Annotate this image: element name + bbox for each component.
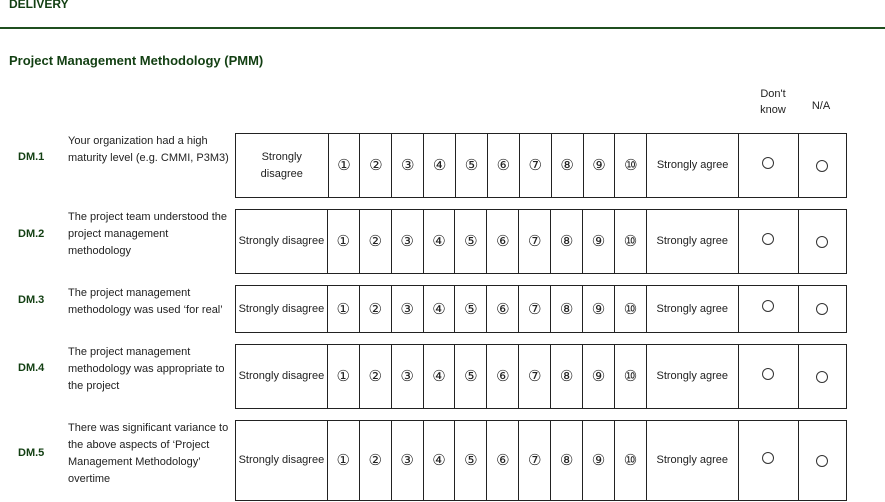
scale-option-4[interactable]: ④ xyxy=(424,134,456,197)
scale-option-5[interactable]: ⑤ xyxy=(456,134,488,197)
scale-low-label: Strongly disagree xyxy=(236,210,328,273)
scale-option-2[interactable]: ② xyxy=(360,286,392,332)
dont-know-header: Don't know xyxy=(760,88,786,116)
scale-option-5[interactable]: ⑤ xyxy=(455,210,487,273)
scale-option-1[interactable]: ① xyxy=(328,286,360,332)
scale-option-2[interactable]: ② xyxy=(360,210,392,273)
na-cell xyxy=(799,421,846,500)
dont-know-cell xyxy=(739,134,799,197)
scale-low-label: Strongly disagree xyxy=(236,345,328,408)
scale-option-4[interactable]: ④ xyxy=(424,421,456,500)
scale-low-label: Strongly disagree xyxy=(236,286,328,332)
dont-know-radio[interactable] xyxy=(762,233,774,245)
na-cell xyxy=(799,210,846,273)
question-row-dm2 xyxy=(0,209,885,274)
scale-option-8[interactable]: ⑧ xyxy=(551,345,583,408)
scale-option-8[interactable]: ⑧ xyxy=(551,421,583,500)
scale-option-1[interactable]: ① xyxy=(328,345,360,408)
scale-option-6[interactable]: ⑥ xyxy=(487,421,519,500)
section-title: DELIVERY xyxy=(9,0,69,11)
na-header: N/A xyxy=(811,100,831,112)
scale-low-label: Strongly disagree xyxy=(236,421,328,500)
scale-high-label: Strongly agree xyxy=(647,210,739,273)
scale-option-7[interactable]: ⑦ xyxy=(519,421,551,500)
scale-option-2[interactable]: ② xyxy=(360,345,392,408)
scale-option-5[interactable]: ⑤ xyxy=(455,421,487,500)
scale-option-10[interactable]: ⑩ xyxy=(615,421,647,500)
scale-high-label: Strongly agree xyxy=(647,286,739,332)
scale-option-7[interactable]: ⑦ xyxy=(519,286,551,332)
question-id: DM.3 xyxy=(18,294,45,306)
scale-option-2[interactable]: ② xyxy=(360,421,392,500)
scale-option-3[interactable]: ③ xyxy=(392,345,424,408)
scale-option-7[interactable]: ⑦ xyxy=(519,210,551,273)
scale-high-label: Strongly agree xyxy=(647,421,739,500)
scale-option-1[interactable]: ① xyxy=(329,134,361,197)
question-id: DM.5 xyxy=(18,447,45,459)
scale-option-3[interactable]: ③ xyxy=(392,210,424,273)
scale-option-5[interactable]: ⑤ xyxy=(455,286,487,332)
question-id: DM.4 xyxy=(18,362,45,374)
scale-high-label: Strongly agree xyxy=(647,345,739,408)
scale-option-10[interactable]: ⑩ xyxy=(615,134,647,197)
scale-option-6[interactable]: ⑥ xyxy=(488,134,520,197)
question-text: There was significant variance to the above aspects of ‘Project Management Methodology’ overtime xyxy=(68,422,229,485)
scale-option-8[interactable]: ⑧ xyxy=(552,134,584,197)
na-radio[interactable] xyxy=(816,455,828,467)
scale-option-5[interactable]: ⑤ xyxy=(455,345,487,408)
scale-low-label: Strongly disagree xyxy=(236,134,329,197)
dont-know-radio[interactable] xyxy=(762,157,774,169)
question-row-dm5 xyxy=(0,420,885,501)
subsection-title: Project Management Methodology (PMM) xyxy=(9,53,264,68)
scale-option-4[interactable]: ④ xyxy=(424,210,456,273)
scale-high-label: Strongly agree xyxy=(647,134,739,197)
scale-option-9[interactable]: ⑨ xyxy=(583,286,615,332)
scale-option-9[interactable]: ⑨ xyxy=(583,210,615,273)
scale-option-7[interactable]: ⑦ xyxy=(520,134,552,197)
dont-know-cell xyxy=(739,286,799,332)
scale-option-8[interactable]: ⑧ xyxy=(551,286,583,332)
question-text: The project team understood the project management methodology xyxy=(68,211,227,257)
scale-option-8[interactable]: ⑧ xyxy=(551,210,583,273)
dont-know-cell xyxy=(739,210,799,273)
rating-scale xyxy=(235,209,847,274)
scale-option-6[interactable]: ⑥ xyxy=(487,286,519,332)
rating-scale xyxy=(235,344,847,409)
na-cell xyxy=(799,134,846,197)
section-divider xyxy=(0,27,885,29)
scale-option-10[interactable]: ⑩ xyxy=(615,345,647,408)
scale-option-6[interactable]: ⑥ xyxy=(487,210,519,273)
scale-option-1[interactable]: ① xyxy=(328,421,360,500)
scale-option-3[interactable]: ③ xyxy=(392,286,424,332)
na-cell xyxy=(799,345,846,408)
scale-option-2[interactable]: ② xyxy=(360,134,392,197)
rating-scale xyxy=(235,133,847,198)
scale-option-10[interactable]: ⑩ xyxy=(615,210,647,273)
na-radio[interactable] xyxy=(816,303,828,315)
question-text: Your organization had a high maturity level (e.g. CMMI, P3M3) xyxy=(68,135,229,164)
dont-know-radio[interactable] xyxy=(762,368,774,380)
scale-option-3[interactable]: ③ xyxy=(392,134,424,197)
scale-option-3[interactable]: ③ xyxy=(392,421,424,500)
question-id: DM.1 xyxy=(18,151,45,163)
dont-know-cell xyxy=(739,421,799,500)
question-text: The project management methodology was used ‘for real’ xyxy=(68,287,223,316)
na-radio[interactable] xyxy=(816,371,828,383)
na-cell xyxy=(799,286,846,332)
scale-option-7[interactable]: ⑦ xyxy=(519,345,551,408)
dont-know-radio[interactable] xyxy=(762,452,774,464)
scale-option-9[interactable]: ⑨ xyxy=(583,421,615,500)
scale-option-6[interactable]: ⑥ xyxy=(487,345,519,408)
dont-know-radio[interactable] xyxy=(762,300,774,312)
question-id: DM.2 xyxy=(18,228,45,240)
na-radio[interactable] xyxy=(816,160,828,172)
question-text: The project management methodology was appropriate to the project xyxy=(68,346,225,392)
rating-scale xyxy=(235,285,847,333)
rating-scale xyxy=(235,420,847,501)
scale-option-10[interactable]: ⑩ xyxy=(615,286,647,332)
scale-option-9[interactable]: ⑨ xyxy=(583,345,615,408)
na-radio[interactable] xyxy=(816,236,828,248)
question-row-dm1 xyxy=(0,133,885,198)
scale-option-4[interactable]: ④ xyxy=(424,286,456,332)
question-row-dm3 xyxy=(0,285,885,333)
scale-option-4[interactable]: ④ xyxy=(424,345,456,408)
dont-know-cell xyxy=(739,345,799,408)
question-row-dm4 xyxy=(0,344,885,409)
scale-option-9[interactable]: ⑨ xyxy=(584,134,616,197)
scale-option-1[interactable]: ① xyxy=(328,210,360,273)
